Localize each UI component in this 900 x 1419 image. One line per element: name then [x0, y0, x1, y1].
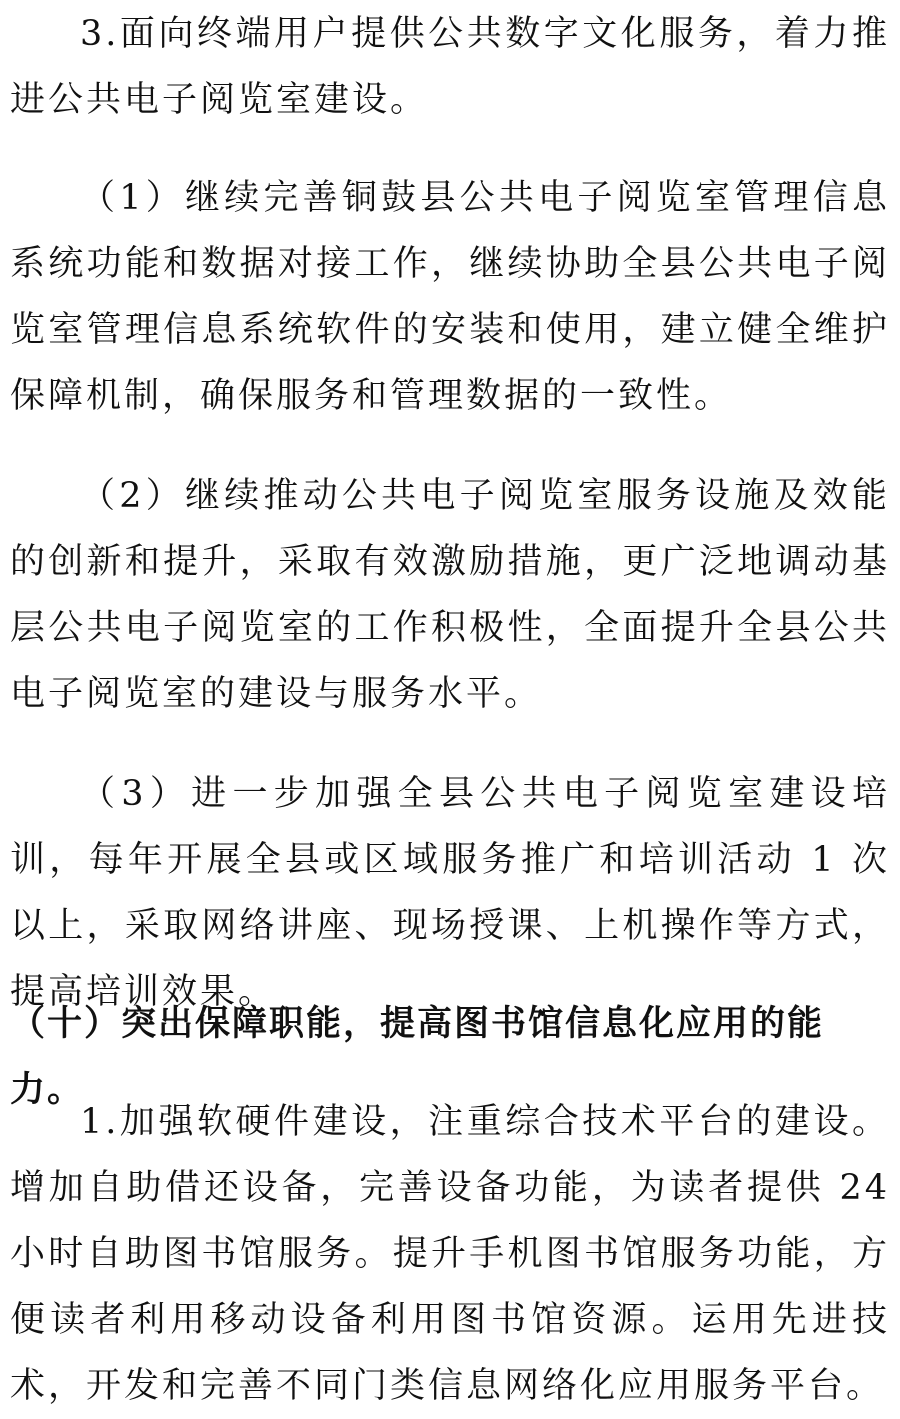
paragraph-subitem-2: （2）继续推动公共电子阅览室服务设施及效能的创新和提升，采取有效激励措施，更广泛地调动基层公共电子阅览室的工作积极性，全面提升全县公共电子阅览室的建设与服务水平。 — [10, 476, 890, 714]
paragraph-subitem-1: （1）继续完善铜鼓县公共电子阅览室管理信息系统功能和数据对接工作，继续协助全县公共电子阅览室管理信息系统软件的安装和使用，建立健全维护保障机制，确保服务和管理数据的一致性。 — [10, 178, 890, 416]
paragraph-item-3: 3.面向终端用户提供公共数字文化服务，着力推进公共电子阅览室建设。 — [10, 14, 890, 120]
paragraph-item-1: 1.加强软硬件建设，注重综合技术平台的建设。增加自助借还设备，完善设备功能，为读者提供 24 小时自助图书馆服务。提升手机图书馆服务功能，方便读者利用移动设备利用图书馆资源。运用先进技术，开发和完善不同门类信息网络化应用服务平台。 — [10, 1102, 890, 1406]
paragraph-subitem-3: （3）进一步加强全县公共电子阅览室建设培训，每年开展全县或区域服务推广和培训活动 1 次以上，采取网络讲座、现场授课、上机操作等方式，提高培训效果。 — [10, 774, 890, 1012]
section-heading-ten: （十）突出保障职能，提高图书馆信息化应用的能力。 — [10, 1004, 825, 1110]
